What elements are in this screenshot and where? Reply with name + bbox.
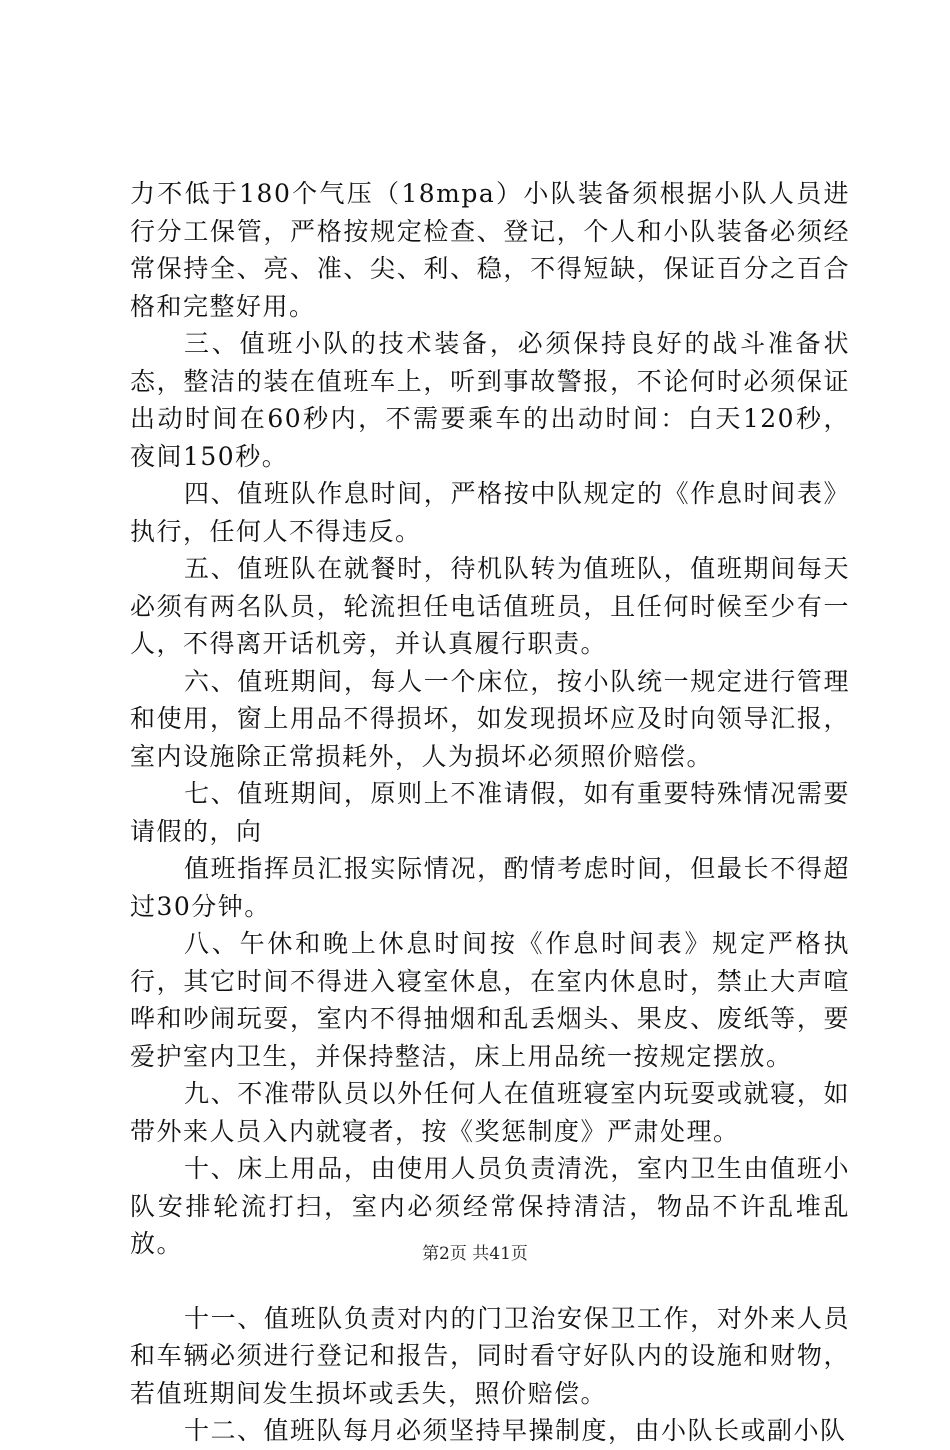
paragraph-item-3: 三、值班小队的技术装备，必须保持良好的战斗准备状态，整洁的装在值班车上，听到事故警报，不论何时必须保证出动时间在60秒内，不需要乘车的出动时间：白天120秒，夜间150秒。	[130, 329, 850, 471]
page-number-footer: 第2页 共41页	[422, 1244, 528, 1264]
paragraph-item-11: 十一、值班队负责对内的门卫治安保卫工作，对外来人员和车辆必须进行登记和报告，同时看守好队内的设施和财物，若值班期间发生损坏或丢失，照价赔偿。	[130, 1303, 850, 1408]
paragraph-item-7-continued: 值班指挥员汇报实际情况，酌情考虑时间，但最长不得超过30分钟。	[130, 854, 850, 921]
paragraph-item-8: 八、午休和晚上休息时间按《作息时间表》规定严格执行，其它时间不得进入寝室休息，在室内休息时，禁止大声喧哗和吵闹玩耍，室内不得抽烟和乱丢烟头、果皮、废纸等，要爱护室内卫生，并保持整洁，床上用品统一按规定摆放。	[130, 929, 850, 1071]
paragraph-item-6: 六、值班期间，每人一个床位，按小队统一规定进行管理和使用，窗上用品不得损坏，如发现损坏应及时向领导汇报，室内设施除正常损耗外，人为损坏必须照价赔偿。	[130, 666, 850, 771]
paragraph-item-7: 七、值班期间，原则上不准请假，如有重要特殊情况需要请假的，向	[130, 779, 850, 846]
paragraph-item-12: 十二、值班队每月必须坚持早操制度，由小队长或副小队	[184, 1416, 847, 1445]
paragraph-continued: 力不低于180个气压（18mpa）小队装备须根据小队人员进行分工保管，严格按规定检查、登记，个人和小队装备必须经常保持全、亮、准、尖、利、稳，不得短缺，保证百分之百合格和完整好用。	[130, 179, 850, 321]
paragraph-item-9: 九、不准带队员以外任何人在值班寝室内玩耍或就寝，如带外来人员入内就寝者，按《奖惩制度》严肃处理。	[130, 1079, 850, 1146]
paragraph-item-5: 五、值班队在就餐时，待机队转为值班队，值班期间每天必须有两名队员，轮流担任电话值班员，且任何时候至少有一人，不得离开话机旁，并认真履行职责。	[130, 554, 850, 658]
paragraph-item-10: 十、床上用品，由使用人员负责清洗，室内卫生由值班小队安排轮流打扫，室内必须经常保持清洁，物品不许乱堆乱放。	[130, 1154, 850, 1258]
paragraph-item-4: 四、值班队作息时间，严格按中队规定的《作息时间表》执行，任何人不得违反。	[130, 479, 850, 546]
